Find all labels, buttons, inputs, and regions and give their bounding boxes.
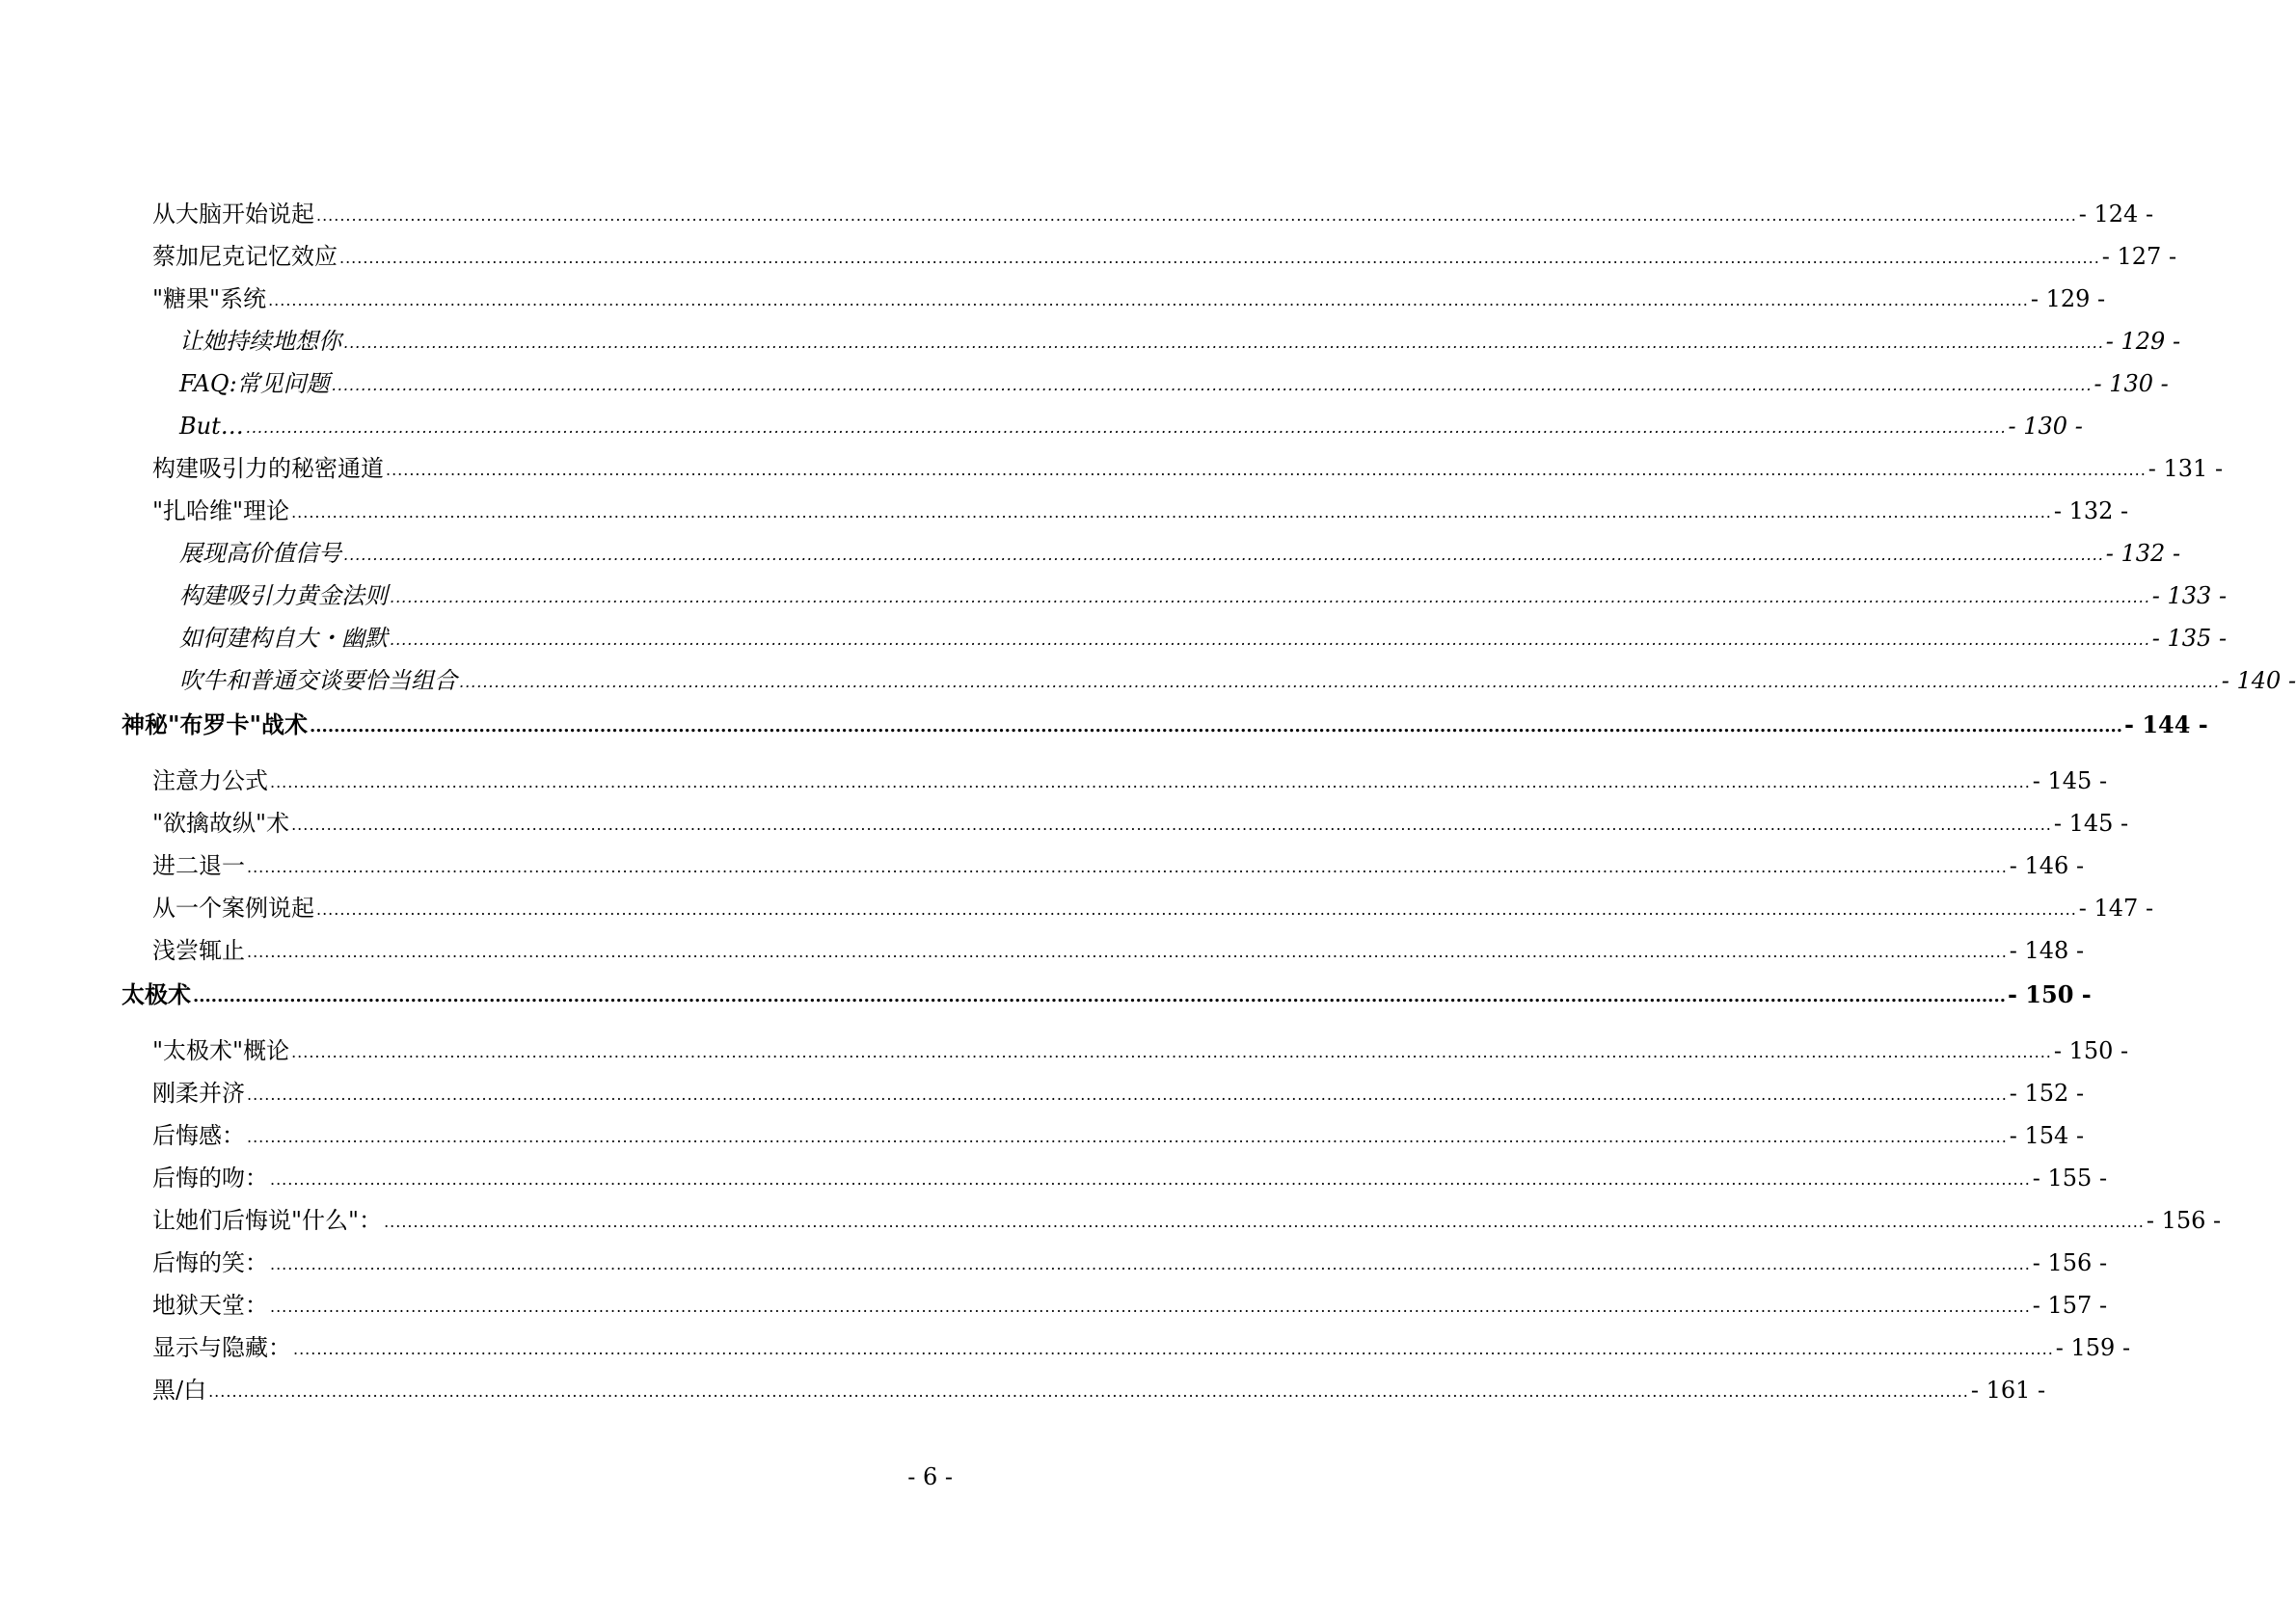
- toc-section-entry[interactable]: [122, 1065, 2085, 1108]
- dot-leader: ............................................................................................................................................................................................................................................................................................................: [316, 900, 2077, 919]
- dot-leader: ............................................................................................................................................................................................................................................................................................................: [331, 376, 2093, 394]
- toc-section-entry[interactable]: [122, 271, 2106, 313]
- toc-entry-title: 吹牛和普通交谈要恰当组合: [179, 667, 457, 694]
- toc-entry-title: 后悔感：: [152, 1122, 245, 1149]
- toc-chapter-entry[interactable]: [122, 710, 2208, 739]
- toc-entry-title: "糖果"系统: [152, 285, 267, 312]
- toc-subsection-entry[interactable]: [122, 313, 2181, 356]
- dot-leader: ............................................................................................................................................................................................................................................................................................................: [270, 1255, 2031, 1273]
- toc-section-entry[interactable]: [122, 1235, 2108, 1277]
- toc-entry-page: - 145 -: [2032, 767, 2108, 794]
- toc-entry-page: - 156 -: [2032, 1249, 2108, 1276]
- toc-section-entry[interactable]: [122, 441, 2224, 483]
- toc-entry-title: 神秘"布罗卡"战术: [122, 710, 309, 738]
- toc-section-entry[interactable]: [122, 1277, 2108, 1320]
- dot-leader: ............................................................................................................................................................................................................................................................................................................: [459, 673, 2220, 691]
- toc-entry-title: But…: [179, 413, 244, 440]
- toc-entry-page: - 124 -: [2078, 201, 2154, 228]
- toc-entry-title: 太极术: [122, 980, 191, 1008]
- toc-section-entry[interactable]: [122, 1150, 2108, 1192]
- toc-subsection-entry[interactable]: [122, 610, 2228, 653]
- dot-leader: ............................................................................................................................................................................................................................................................................................................: [270, 773, 2031, 791]
- toc-entry-page: - 145 -: [2053, 810, 2129, 837]
- toc-entry-page: - 148 -: [2009, 937, 2085, 964]
- dot-leader: ............................................................................................................................................................................................................................................................................................................: [270, 1298, 2031, 1316]
- toc-entry-title: 让她们后悔说"什么"：: [152, 1207, 383, 1234]
- dot-leader: ............................................................................................................................................................................................................................................................................................................: [339, 249, 2100, 267]
- toc-section-entry[interactable]: [122, 753, 2108, 795]
- toc-entry-page: - 152 -: [2009, 1080, 2085, 1107]
- toc-entry-page: - 161 -: [1970, 1377, 2046, 1404]
- toc-entry-title: 地狱天堂：: [152, 1292, 268, 1319]
- toc-entry-title: 如何建构自大・幽默: [179, 625, 388, 652]
- dot-leader: ............................................................................................................................................................................................................................................................................................................: [268, 291, 2029, 309]
- toc-entry-title: "欲擒故纵"术: [152, 810, 290, 837]
- toc-entry-title: 刚柔并济: [152, 1080, 245, 1107]
- toc-entry-page: - 154 -: [2009, 1122, 2085, 1149]
- toc-section-entry[interactable]: [122, 1023, 2129, 1065]
- dot-leader: ............................................................................................................................................................................................................................................................................................................: [208, 1382, 1969, 1401]
- toc-entry-page: - 150 -: [2053, 1037, 2129, 1064]
- toc-entry-page: - 129 -: [2105, 328, 2181, 355]
- dot-leader: ............................................................................................................................................................................................................................................................................................................: [386, 461, 2147, 479]
- toc-section-entry[interactable]: [122, 1192, 2222, 1235]
- toc-entry-title: 显示与隐藏：: [152, 1334, 291, 1361]
- dot-leader: ............................................................................................................................................................................................................................................................................................................: [343, 546, 2104, 564]
- toc-section-entry[interactable]: [122, 1108, 2085, 1150]
- toc-section-entry[interactable]: [122, 1320, 2131, 1362]
- toc-section-entry[interactable]: [122, 483, 2129, 525]
- toc-entry-title: "扎哈维"理论: [152, 497, 290, 524]
- toc-section-entry[interactable]: [122, 923, 2085, 965]
- toc-subsection-entry[interactable]: [122, 525, 2181, 568]
- dot-leader: ............................................................................................................................................................................................................................................................................................................: [343, 334, 2104, 352]
- toc-entry-page: - 133 -: [2151, 582, 2228, 609]
- toc-section-entry[interactable]: [122, 880, 2154, 923]
- toc-entry-title: 黑/白: [152, 1377, 207, 1404]
- toc-entry-page: - 131 -: [2147, 455, 2224, 482]
- toc-entry-title: FAQ:常见问题: [179, 370, 330, 397]
- toc-entry-title: "太极术"概论: [152, 1037, 290, 1064]
- dot-leader: ............................................................................................................................................................................................................................................................................................................: [291, 503, 2052, 522]
- toc-entry-title: 进二退一: [152, 852, 245, 879]
- dot-leader: ............................................................................................................................................................................................................................................................................................................: [316, 206, 2077, 225]
- toc-subsection-entry[interactable]: [122, 568, 2228, 610]
- toc-entry-title: 后悔的笑：: [152, 1249, 268, 1276]
- toc-entry-page: - 135 -: [2151, 625, 2228, 652]
- toc-entry-title: 后悔的吻：: [152, 1165, 268, 1192]
- dot-leader: ............................................................................................................................................................................................................................................................................................................: [390, 588, 2150, 606]
- toc-entry-page: - 150 -: [2007, 980, 2092, 1008]
- dot-leader: ............................................................................................................................................................................................................................................................................................................: [291, 1043, 2052, 1061]
- toc-entry-page: - 147 -: [2078, 895, 2154, 922]
- table-of-contents: [122, 186, 2296, 1405]
- toc-entry-page: - 157 -: [2032, 1292, 2108, 1319]
- toc-entry-page: - 130 -: [2093, 370, 2169, 397]
- dot-leader: ............................................................................................................................................................................................................................................................................................................: [310, 716, 2122, 737]
- toc-section-entry[interactable]: [122, 228, 2177, 271]
- toc-entry-title: 构建吸引力的秘密通道: [152, 455, 384, 482]
- toc-section-entry[interactable]: [122, 795, 2129, 838]
- dot-leader: ............................................................................................................................................................................................................................................................................................................: [270, 1170, 2031, 1189]
- toc-entry-page: - 129 -: [2030, 285, 2106, 312]
- dot-leader: ............................................................................................................................................................................................................................................................................................................: [390, 630, 2150, 649]
- toc-entry-title: 构建吸引力黄金法则: [179, 582, 388, 609]
- dot-leader: ............................................................................................................................................................................................................................................................................................................: [384, 1213, 2145, 1231]
- toc-entry-page: - 140 -: [2221, 667, 2296, 694]
- toc-entry-title: 让她持续地想你: [179, 328, 341, 355]
- toc-entry-page: - 132 -: [2053, 497, 2129, 524]
- dot-leader: ............................................................................................................................................................................................................................................................................................................: [247, 943, 2008, 961]
- toc-chapter-entry[interactable]: [122, 980, 2092, 1009]
- toc-entry-title: 从大脑开始说起: [152, 201, 314, 228]
- toc-entry-title: 注意力公式: [152, 767, 268, 794]
- toc-section-entry[interactable]: [122, 838, 2085, 880]
- dot-leader: ............................................................................................................................................................................................................................................................................................................: [245, 418, 2007, 437]
- toc-entry-page: - 144 -: [2124, 710, 2208, 738]
- toc-entry-page: - 159 -: [2055, 1334, 2131, 1361]
- toc-subsection-entry[interactable]: [122, 398, 2083, 441]
- toc-section-entry[interactable]: [122, 186, 2154, 228]
- dot-leader: ............................................................................................................................................................................................................................................................................................................: [193, 986, 2006, 1006]
- dot-leader: ............................................................................................................................................................................................................................................................................................................: [293, 1340, 2054, 1358]
- toc-entry-page: - 156 -: [2146, 1207, 2222, 1234]
- dot-leader: ............................................................................................................................................................................................................................................................................................................: [247, 1128, 2008, 1146]
- dot-leader: ............................................................................................................................................................................................................................................................................................................: [247, 858, 2008, 876]
- toc-section-entry[interactable]: [122, 1362, 2046, 1405]
- toc-entry-page: - 155 -: [2032, 1165, 2108, 1192]
- dot-leader: ............................................................................................................................................................................................................................................................................................................: [247, 1085, 2008, 1104]
- toc-entry-title: 从一个案例说起: [152, 895, 314, 922]
- page-number: - 6 -: [907, 1463, 953, 1490]
- toc-entry-page: - 146 -: [2009, 852, 2085, 879]
- dot-leader: ............................................................................................................................................................................................................................................................................................................: [291, 816, 2052, 834]
- toc-entry-page: - 127 -: [2101, 243, 2177, 270]
- toc-entry-title: 展现高价值信号: [179, 540, 341, 567]
- toc-entry-title: 浅尝辄止: [152, 937, 245, 964]
- toc-entry-title: 蔡加尼克记忆效应: [152, 243, 338, 270]
- toc-subsection-entry[interactable]: [122, 653, 2296, 695]
- toc-subsection-entry[interactable]: [122, 356, 2169, 398]
- toc-entry-page: - 130 -: [2008, 413, 2083, 440]
- toc-entry-page: - 132 -: [2105, 540, 2181, 567]
